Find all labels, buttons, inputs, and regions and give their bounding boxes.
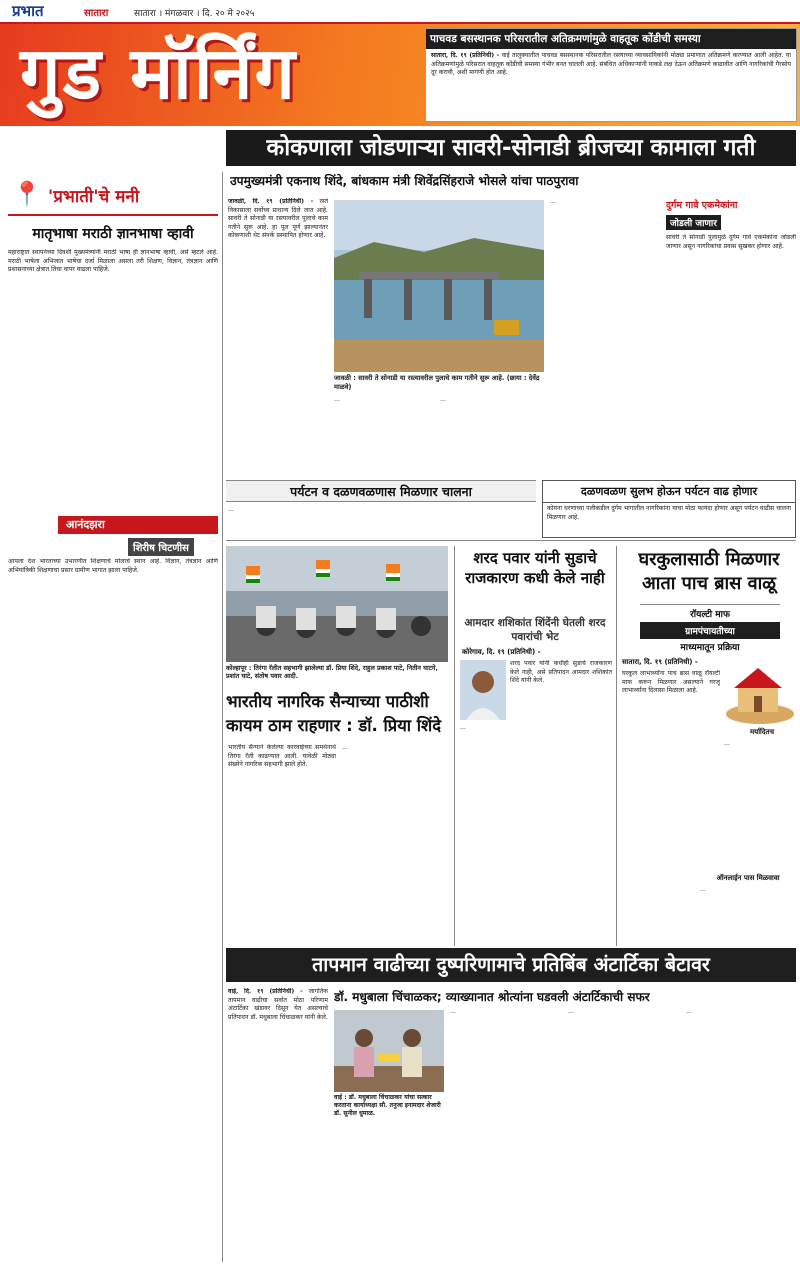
column-divider-3	[616, 546, 617, 946]
antarctica-subhead: डॉ. मधुबाला चिंचाळकर; व्याख्यानात श्रोत्यांना घडवली अंटार्टिकाची सफर	[334, 990, 650, 1004]
bridge-photo	[334, 200, 544, 372]
paryatan-banner: पर्यटन व दळणवळणास मिळणार चालना	[226, 480, 536, 502]
pawar-dateline: कोरेगाव, दि. १९ (प्रतिनिधी) -	[462, 648, 541, 656]
prabhati-label-text: 'प्रभाती'चे मनी	[48, 187, 140, 207]
gharkul-headline: घरकुलासाठी मिळणार आता पाच ब्रास वाळू	[638, 549, 780, 594]
bridge-caption: जावळी : सावरी ते सोनाडी या रस्त्यावरील पुलाचे काम गतीने सुरू आहे. (छाया : देवेंद्र माळवे)	[334, 374, 540, 391]
dalanwalan-box	[542, 480, 796, 538]
house-sand-photo	[724, 660, 796, 724]
pawar-body-1	[510, 660, 612, 940]
pawar-subhead: आमदार शशिकांत शिंदेंनी घेतली शरद पवारांची भेट	[464, 617, 606, 643]
dateline: सातारा । मंगळवार । दि. २० मे २०२५	[134, 9, 255, 19]
pawar-text: शरद पवार यांनी कधीही सुडाचे राजकारण केले नाही, असे प्रतिपादन आमदार शशिकांत शिंदे यांनी केले.	[510, 660, 612, 685]
rally-headline: भारतीय नागरिक सैन्याच्या पाठीशी कायम ठाम राहणार : डॉ. प्रिया शिंदे	[226, 692, 442, 735]
anandjhara-body	[8, 558, 218, 1248]
dalanwalan-body	[543, 503, 795, 537]
konkan-col3: ...	[440, 396, 446, 403]
rally-scene	[226, 546, 448, 662]
pin-icon: 📍	[12, 180, 42, 208]
paryatan-body: ...	[228, 506, 234, 513]
konkan-col4: ...	[550, 198, 556, 205]
antarctica-headline: तापमान वाढीच्या दुष्परिणामाचे प्रतिबिंब अंटार्टिका बेटावर	[226, 948, 796, 982]
prabhati-label	[8, 178, 218, 216]
antarctica-col3: ...	[568, 1008, 574, 1015]
antarctica-col2: ...	[450, 1008, 456, 1015]
section-divider	[226, 540, 796, 541]
tourism-label: दुर्गम गावे एकमेकांना	[666, 200, 738, 211]
anandjhara-text: आपला देश भारताच्या उभारणीत शिक्षणाचे मोलाचे स्थान आहे. विज्ञान, तंत्रज्ञान आणि अभियांत्रिकी शिक्षणाचा प्रसार ग्रामीण भागात झाला पाहिजे.	[8, 558, 218, 574]
bridge-scene	[334, 200, 544, 372]
anandjhara-author: शिरीष चिटणीस	[128, 538, 194, 556]
top-story-dateline: सातारा, दि. १९ (प्रतिनिधी) -	[431, 52, 500, 59]
antarctica-col4: ...	[686, 1008, 692, 1015]
top-story-body	[426, 49, 796, 123]
rally-body-2: ...	[342, 744, 348, 751]
column-divider-2	[454, 546, 455, 946]
section-title: गुड मॉर्निंग	[20, 31, 297, 115]
gharkul-madhyam: माध्यमातून प्रक्रिया	[680, 643, 740, 653]
anandjhara-label: आनंदझरा	[58, 516, 218, 534]
gharkul-gram: ग्रामपंचायतीच्या	[640, 622, 780, 639]
antarctica-dateline: वाई, दि. १९ (प्रतिनिधी) -	[228, 988, 303, 995]
gharkul-dateline: सातारा, दि. १९ (प्रतिनिधी) -	[622, 658, 698, 666]
antarctica-col1	[228, 988, 328, 1250]
rally-photo	[226, 546, 448, 662]
top-story-text: वाई तालुक्यातील पाचवड बसस्थानक परिसरातील रस्त्याच्या व्यावसायिकांनी मोठ्या प्रमाणात अतिक्रमणे करण्यात आली आहेत. या अतिक्रमणांमुळे परिसरात वाहतूक कोंडीची समस्या गंभीर बनत चालली आहे. संबंधित अधिकाऱ्यांनी याकडे लक्ष देऊन अतिक्रमणे काढावीत आणि नागरिकांची गैरसोय दूर करावी, अशी मागणी होत आहे.	[431, 52, 791, 77]
dalanwalan-headline: दळणवळण सुलभ होऊन पर्यटन वाढ होणार	[543, 481, 795, 503]
tourism-label-2: जोडली जाणार	[666, 215, 721, 230]
column-divider	[222, 172, 223, 1262]
felicitation-photo	[334, 1010, 444, 1092]
prabhati-body	[8, 249, 218, 529]
edition-label: सातारा	[84, 8, 109, 19]
top-story	[425, 28, 797, 122]
konkan-text: रस्ते विकासाला सर्वोच्च प्राधान्य दिले जात आहे. सावरी ते सोनाडी या रस्त्यावरील पुलाचे काम गतीने सुरू आहे. हा पूल पूर्ण झाल्यानंतर कोकणाशी थेट संपर्क प्रस्थापित होणार आहे.	[228, 198, 328, 240]
konkan-subhead: उपमुख्यमंत्री एकनाथ शिंदे, बांधकाम मंत्री शिवेंद्रसिंहराजे भोसले यांचा पाठपुरावा	[230, 174, 579, 188]
house-icon	[724, 660, 796, 724]
prabhati-text: महाराष्ट्रात स्थापनेच्या दिवशी मुख्यमंत्र्यांनी मराठी भाषा ही ज्ञानभाषा व्हावी, असे म्हटले आहे. मराठी भाषेला अभिजात भाषेचा दर्जा मिळाला असला तरी शिक्षण, विज्ञान, तंत्रज्ञान आणि प्रशासनाच्या क्षेत्रात तिचा वापर वाढला पाहिजे.	[8, 249, 218, 274]
dalanwalan-text: कोयना धरणाच्या पलीकडील दुर्गम भागातील नागरिकांना याचा मोठा फायदा होणार असून पर्यटन वाढीस चालना मिळणार आहे.	[547, 505, 791, 521]
felicitation-caption: वाई : डॉ. मधुबाला चिंचाळकर यांचा सत्कार करताना कार्याध्यक्षा सौ. तनुजा इनामदार शेजारी डॉ. सुनील धुमाळ.	[334, 1094, 441, 1118]
tourism-body	[666, 234, 796, 474]
konkan-dateline: जावळी, दि. १९ (प्रतिनिधी) -	[228, 198, 314, 205]
pawar-headline: शरद पवार यांनी सुडाचे राजकारण कधी केले नाही	[465, 549, 605, 587]
brand-logo: प्रभात	[12, 2, 44, 20]
antarctica-text: जागतिक तापमान वाढीचा सर्वात मोठा परिणाम अंटार्टिका खंडावर दिसून येत असल्याचे प्रतिपादन डॉ. मधुबाला चिंचाळकर यांनी केले.	[228, 988, 328, 1021]
konkan-col1	[228, 198, 328, 470]
pawar-body-2: ...	[460, 724, 466, 731]
konkan-headline: कोकणाला जोडणाऱ्या सावरी-सोनाडी ब्रीजच्या कामाला गती	[226, 130, 796, 166]
brand-bar	[0, 0, 800, 24]
gharkul-tag: मर्यादितच	[749, 728, 775, 736]
rally-text: भारतीय सैन्याने केलेल्या कारवाईच्या समर्थनार्थ तिरंगा रॅली काढण्यात आली. यावेळी मोठ्या संख्येने नागरिक सहभागी झाले होते.	[228, 744, 336, 769]
tourism-text: सावरी ते सोनाडी पुलामुळे दुर्गम गावे एकमेकांना जोडली जाणार असून नागरिकांचा प्रवास सुखकर होणार आहे.	[666, 234, 796, 250]
tourism-box	[666, 198, 796, 474]
rally-caption: कोल्हापूर : तिरंगा रॅलीत सहभागी झालेल्या डॉ. प्रिया शिंदे, राहुल प्रकाश पाटे, नितीन घाटगे, प्रशांत घाटे, संतोष पवार आदी.	[226, 664, 438, 681]
felicitation-scene	[334, 1010, 444, 1092]
masthead	[0, 0, 800, 126]
prabhati-column	[8, 178, 218, 1248]
gharkul-text: घरकुल लाभार्थ्यांना पाच ब्रास वाळू रॉयल्टी माफ करून मिळणार असल्याने गरजू लाभार्थ्यांना दिलासा मिळाला आहे.	[622, 670, 720, 695]
pawar-portrait	[460, 660, 506, 720]
rally-body-1	[228, 744, 336, 940]
person-icon	[460, 660, 506, 720]
gharkul-body-3: ...	[700, 886, 706, 893]
prabhati-headline: मातृभाषा मराठी ज्ञानभाषा व्हावी	[32, 226, 194, 242]
gharkul-royalty: रॉयल्टी माफ	[640, 604, 780, 623]
top-story-headline: पाचवड बसस्थानक परिसरातील अतिक्रमणांमुळे वाहतूक कोंडीची समस्या	[426, 29, 796, 49]
gharkul-body-2: ...	[724, 740, 730, 747]
konkan-col2: ...	[334, 396, 340, 403]
gharkul-bottom-label: ऑनलाईन पास मिळवावा	[716, 874, 780, 882]
